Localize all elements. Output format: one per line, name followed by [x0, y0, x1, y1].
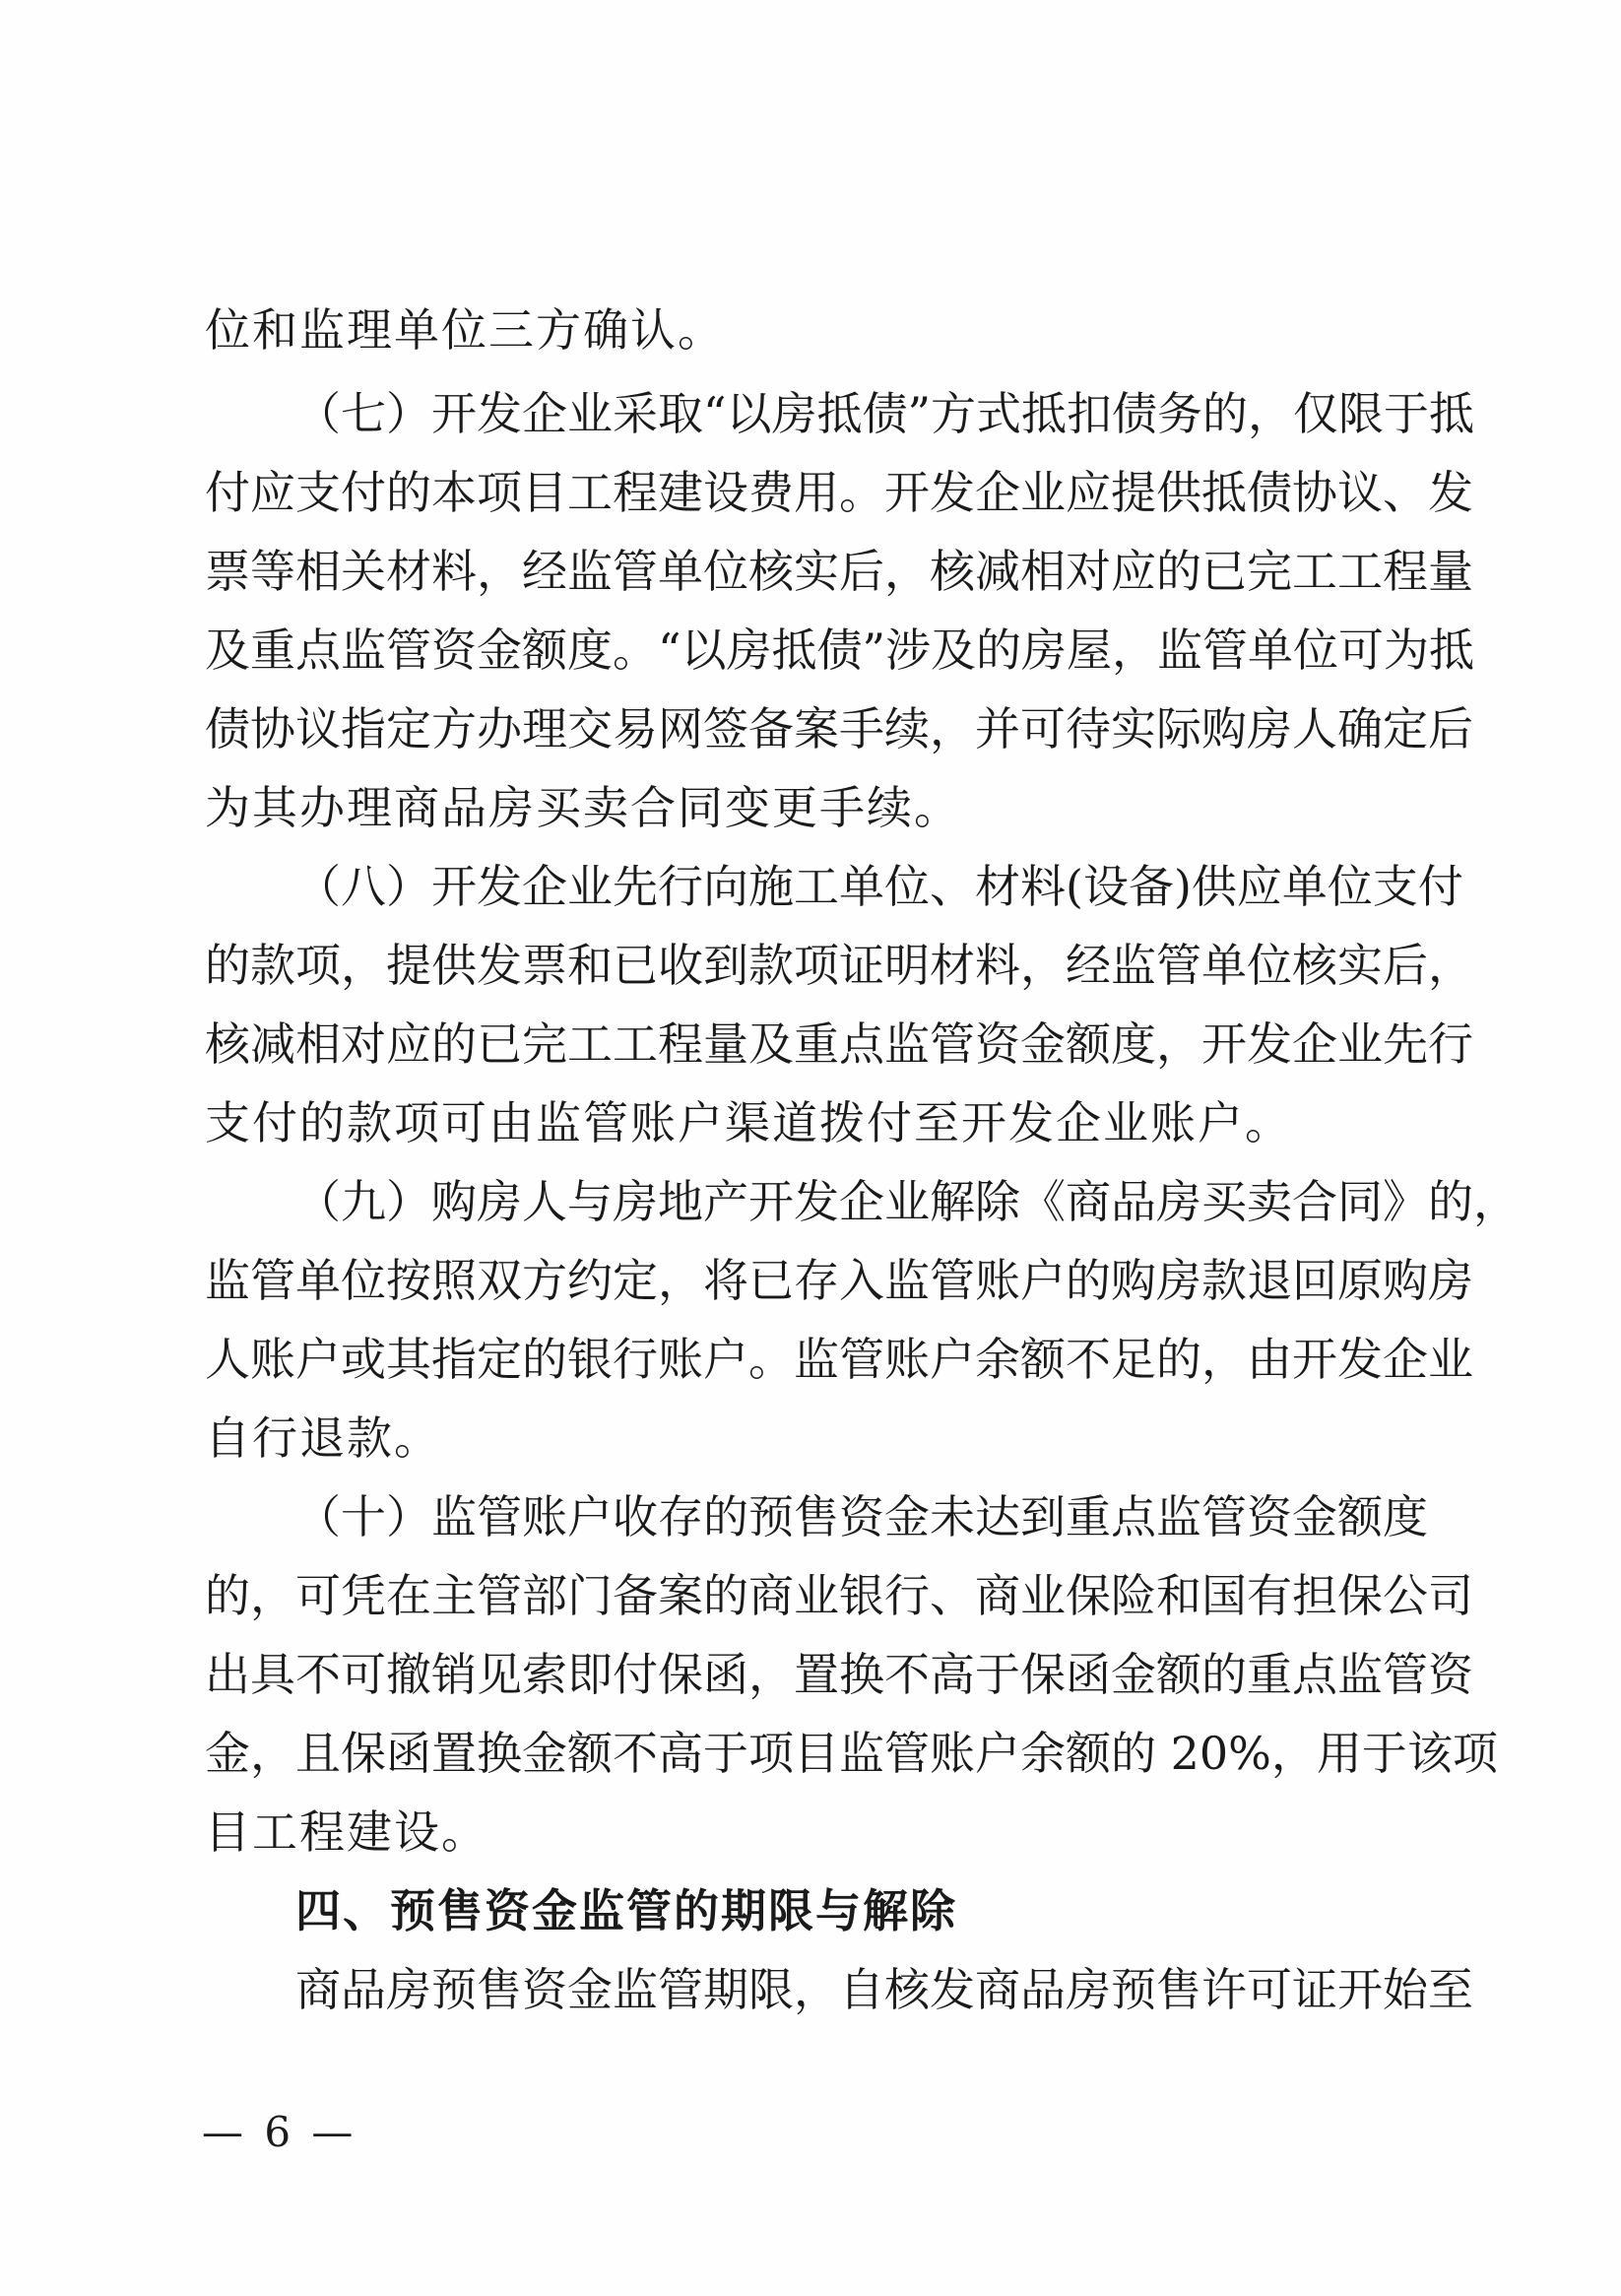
paragraph-line-18: 出具不可撤销见索即付保函，置换不高于保函金额的重点监管资 [205, 1648, 1473, 1701]
paragraph-line-17: 的，可凭在主管部门备案的商业银行、商业保险和国有担保公司 [205, 1569, 1473, 1622]
paragraph-line-5: 及重点监管资金额度。“以房抵债”涉及的房屋，监管单位可为抵 [205, 623, 1475, 677]
paragraph-line-9: 的款项，提供发票和已收到款项证明材料，经监管单位核实后， [205, 939, 1473, 992]
paragraph-line-10: 核减相对应的已完工工程量及重点监管资金额度，开发企业先行 [205, 1017, 1473, 1071]
paragraph-line-14: 人账户或其指定的银行账户。监管账户余额不足的，由开发企业 [205, 1333, 1473, 1386]
paragraph-line-16: （十）监管账户收存的预售资金未达到重点监管资金额度 [295, 1490, 1428, 1543]
paragraph-line-11: 支付的款项可由监管账户渠道拨付至开发企业账户。 [205, 1096, 1292, 1149]
paragraph-line-1: 位和监理单位三方确认。 [205, 303, 725, 357]
paragraph-line-4: 票等相关材料，经监管单位核实后，核减相对应的已完工工程量 [205, 545, 1473, 598]
page-number: — 6 — [202, 2108, 357, 2156]
paragraph-line-12: （九）购房人与房地产开发企业解除《商品房买卖合同》的， [295, 1175, 1519, 1228]
paragraph-line-20: 目工程建设。 [205, 1805, 488, 1859]
paragraph-line-6: 债协议指定方办理交易网签备案手续，并可待实际购房人确定后 [205, 702, 1473, 755]
paragraph-line-13: 监管单位按照双方约定，将已存入监管账户的购房款退回原购房 [205, 1254, 1473, 1307]
paragraph-line-2: （七）开发企业采取“以房抵债”方式抵扣债务的，仅限于抵 [295, 387, 1475, 440]
paragraph-line-7: 为其办理商品房买卖合同变更手续。 [205, 781, 961, 834]
paragraph-line-3: 付应支付的本项目工程建设费用。开发企业应提供抵债协议、发 [205, 466, 1473, 519]
paragraph-line-8: （八）开发企业先行向施工单位、材料(设备)供应单位支付 [295, 860, 1463, 913]
section-heading: 四、预售资金监管的期限与解除 [295, 1884, 957, 1937]
paragraph-line-19: 金，且保函置换金额不高于项目监管账户余额的 20%，用于该项 [205, 1727, 1498, 1780]
paragraph-line-22: 商品房预售资金监管期限，自核发商品房预售许可证开始至 [295, 1963, 1473, 2016]
paragraph-line-15: 自行退款。 [205, 1411, 441, 1465]
